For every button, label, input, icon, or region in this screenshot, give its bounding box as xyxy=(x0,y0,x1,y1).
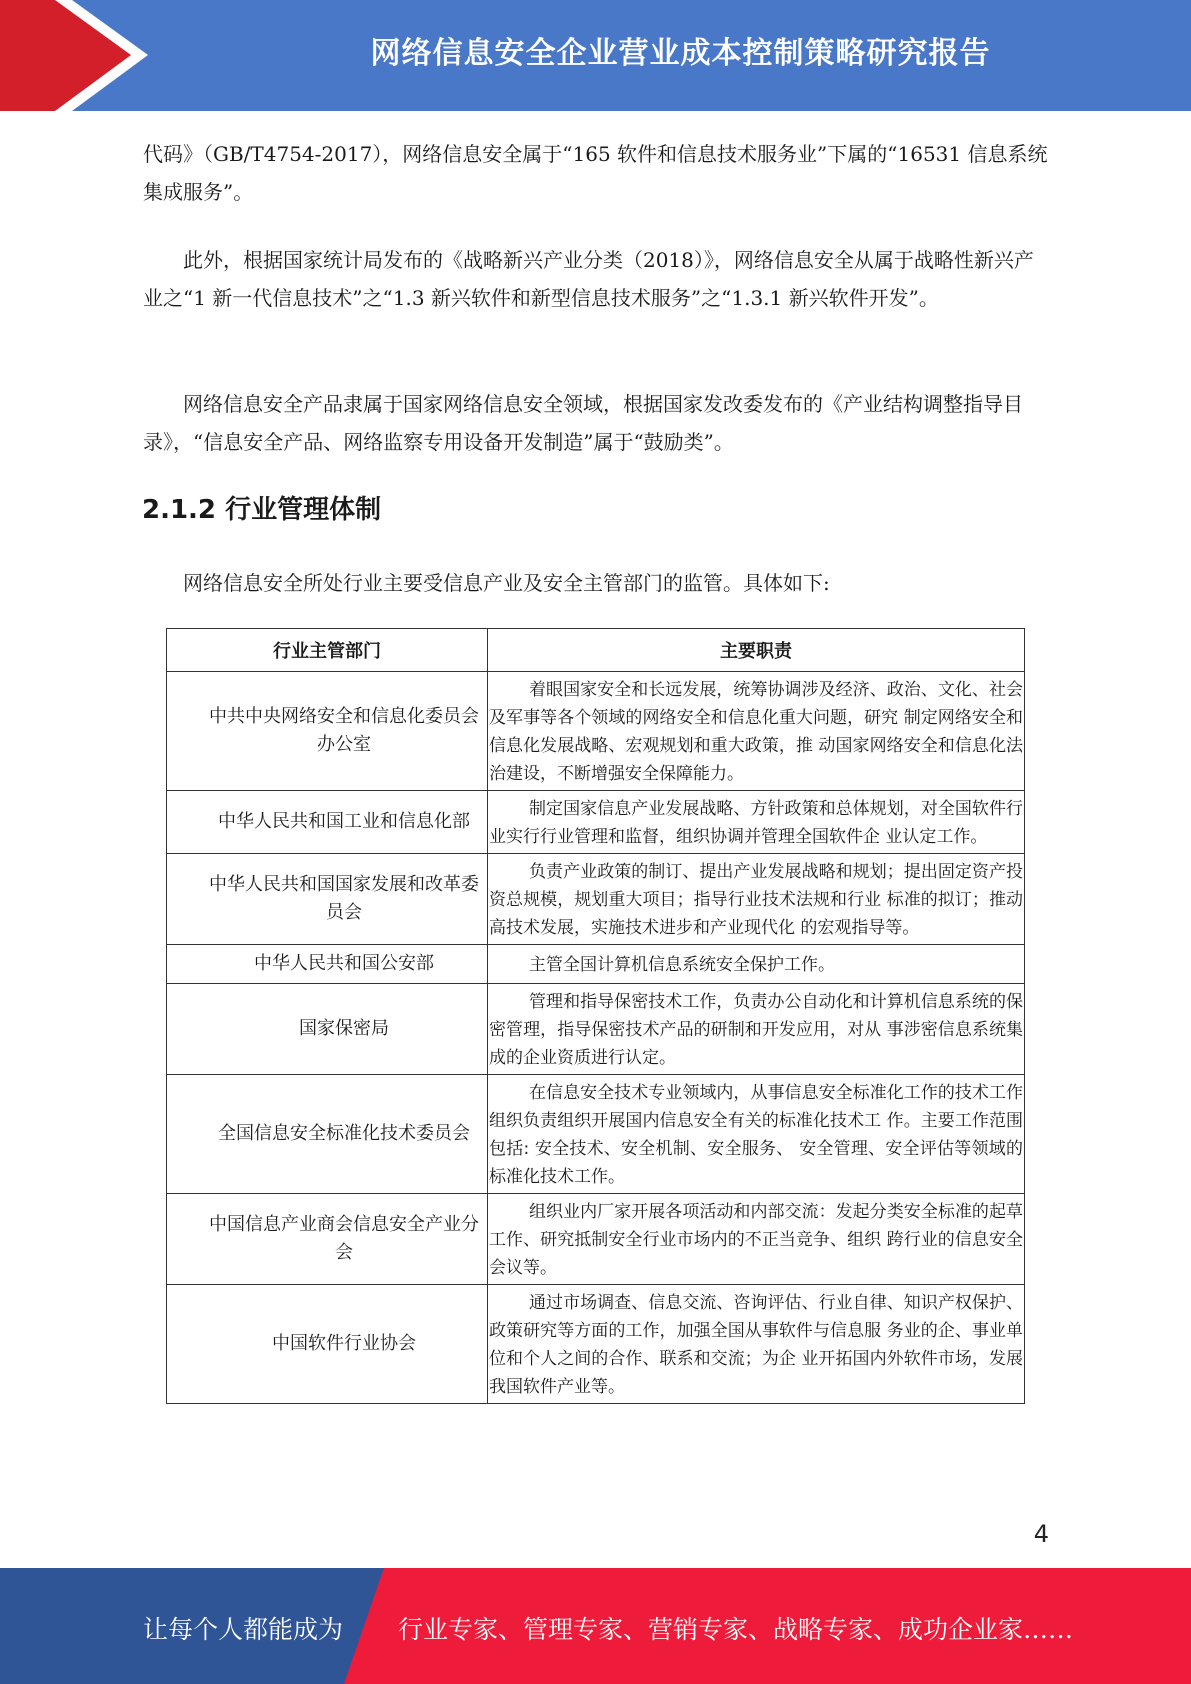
duty-cell: 组织业内厂家开展各项活动和内部交流：发起分类安全标准的起草工作、研究抵制安全行业市场内的不正当竞争、组织 跨行业的信息安全会议等。 xyxy=(488,1194,1025,1285)
department-cell: 全国信息安全标准化技术委员会 xyxy=(167,1075,488,1194)
table-row xyxy=(167,854,1025,945)
duty-cell: 着眼国家安全和长远发展，统筹协调涉及经济、政治、文化、社会及军事等各个领域的网络安全和信息化重大问题，研究 制定网络安全和信息化发展战略、宏观规划和重大政策，推 动国家网络安全和信息化法治建设，不断增强安全保障能力。 xyxy=(488,672,1025,791)
column-header-duties: 主要职责 xyxy=(488,629,1025,672)
footer-slogan-lead: 让每个人都能成为 xyxy=(143,1615,344,1644)
report-title: 网络信息安全企业营业成本控制策略研究报告 xyxy=(370,36,991,71)
department-cell: 中华人民共和国公安部 xyxy=(167,945,488,984)
table-header-row xyxy=(167,629,1025,672)
footer-slogan-roles: 行业专家、管理专家、营销专家、战略专家、成功企业家…… xyxy=(398,1615,1074,1644)
department-cell: 中华人民共和国工业和信息化部 xyxy=(167,791,488,854)
table-row xyxy=(167,1285,1025,1404)
department-cell: 中共中央网络安全和信息化委员会办公室 xyxy=(167,672,488,791)
page-footer xyxy=(0,1568,1191,1684)
column-header-department: 行业主管部门 xyxy=(167,629,488,672)
department-cell: 国家保密局 xyxy=(167,984,488,1075)
duty-cell: 主管全国计算机信息系统安全保护工作。 xyxy=(488,945,1025,984)
department-cell: 中华人民共和国国家发展和改革委员会 xyxy=(167,854,488,945)
table-row xyxy=(167,1194,1025,1285)
table-row xyxy=(167,945,1025,984)
duty-cell: 管理和指导保密技术工作，负责办公自动化和计算机信息系统的保密管理，指导保密技术产品的研制和开发应用，对从 事涉密信息系统集成的企业资质进行认定。 xyxy=(488,984,1025,1075)
duty-cell: 在信息安全技术专业领域内，从事信息安全标准化工作的技术工作组织负责组织开展国内信息安全有关的标准化技术工 作。主要工作范围包括: 安全技术、安全机制、安全服务、 安全管理、安全评估等领域的标准化技术工作。 xyxy=(488,1075,1025,1194)
paragraph-strategic-industry: 此外，根据国家统计局发布的《战略新兴产业分类（2018）》，网络信息安全从属于战略性新兴产业之“1 新一代信息技术”之“1.3 新兴软件和新型信息技术服务”之“1.3.1 新兴软件开发”。 xyxy=(143,248,1034,310)
duty-cell: 制定国家信息产业发展战略、方针政策和总体规划，对全国软件行业实行行业管理和监督，组织协调并管理全国软件企 业认定工作。 xyxy=(488,791,1025,854)
duty-cell: 通过市场调查、信息交流、咨询评估、行业自律、知识产权保护、政策研究等方面的工作，加强全国从事软件与信息服 务业的企、事业单位和个人之间的合作、联系和交流；为企 业开拓国内外软件市场，发展我国软件产业等。 xyxy=(488,1285,1025,1404)
table-row xyxy=(167,984,1025,1075)
department-cell: 中国软件行业协会 xyxy=(167,1285,488,1404)
paragraph-classification-code: 代码》（GB/T4754-2017），网络信息安全属于“165 软件和信息技术服务业”下属的“16531 信息系统集成服务”。 xyxy=(143,142,1048,204)
page-number: 4 xyxy=(1033,1520,1049,1548)
page-header xyxy=(0,0,1191,111)
header-arrow-decoration xyxy=(0,0,160,111)
regulators-table xyxy=(166,628,1025,1404)
table-row xyxy=(167,791,1025,854)
table-row xyxy=(167,672,1025,791)
section-heading: 2.1.2 行业管理体制 xyxy=(142,495,382,525)
section-intro: 网络信息安全所处行业主要受信息产业及安全主管部门的监管。具体如下: xyxy=(183,571,830,595)
department-cell: 中国信息产业商会信息安全产业分会 xyxy=(167,1194,488,1285)
table-row xyxy=(167,1075,1025,1194)
duty-cell: 负责产业政策的制订、提出产业发展战略和规划；提出固定资产投资总规模，规划重大项目；指导行业技术法规和行业 标准的拟订；推动高技术发展，实施技术进步和产业现代化 的宏观指导等。 xyxy=(488,854,1025,945)
paragraph-industry-catalog: 网络信息安全产品隶属于国家网络信息安全领域，根据国家发改委发布的《产业结构调整指导目录》，“信息安全产品、网络监察专用设备开发制造”属于“鼓励类”。 xyxy=(143,392,1023,454)
